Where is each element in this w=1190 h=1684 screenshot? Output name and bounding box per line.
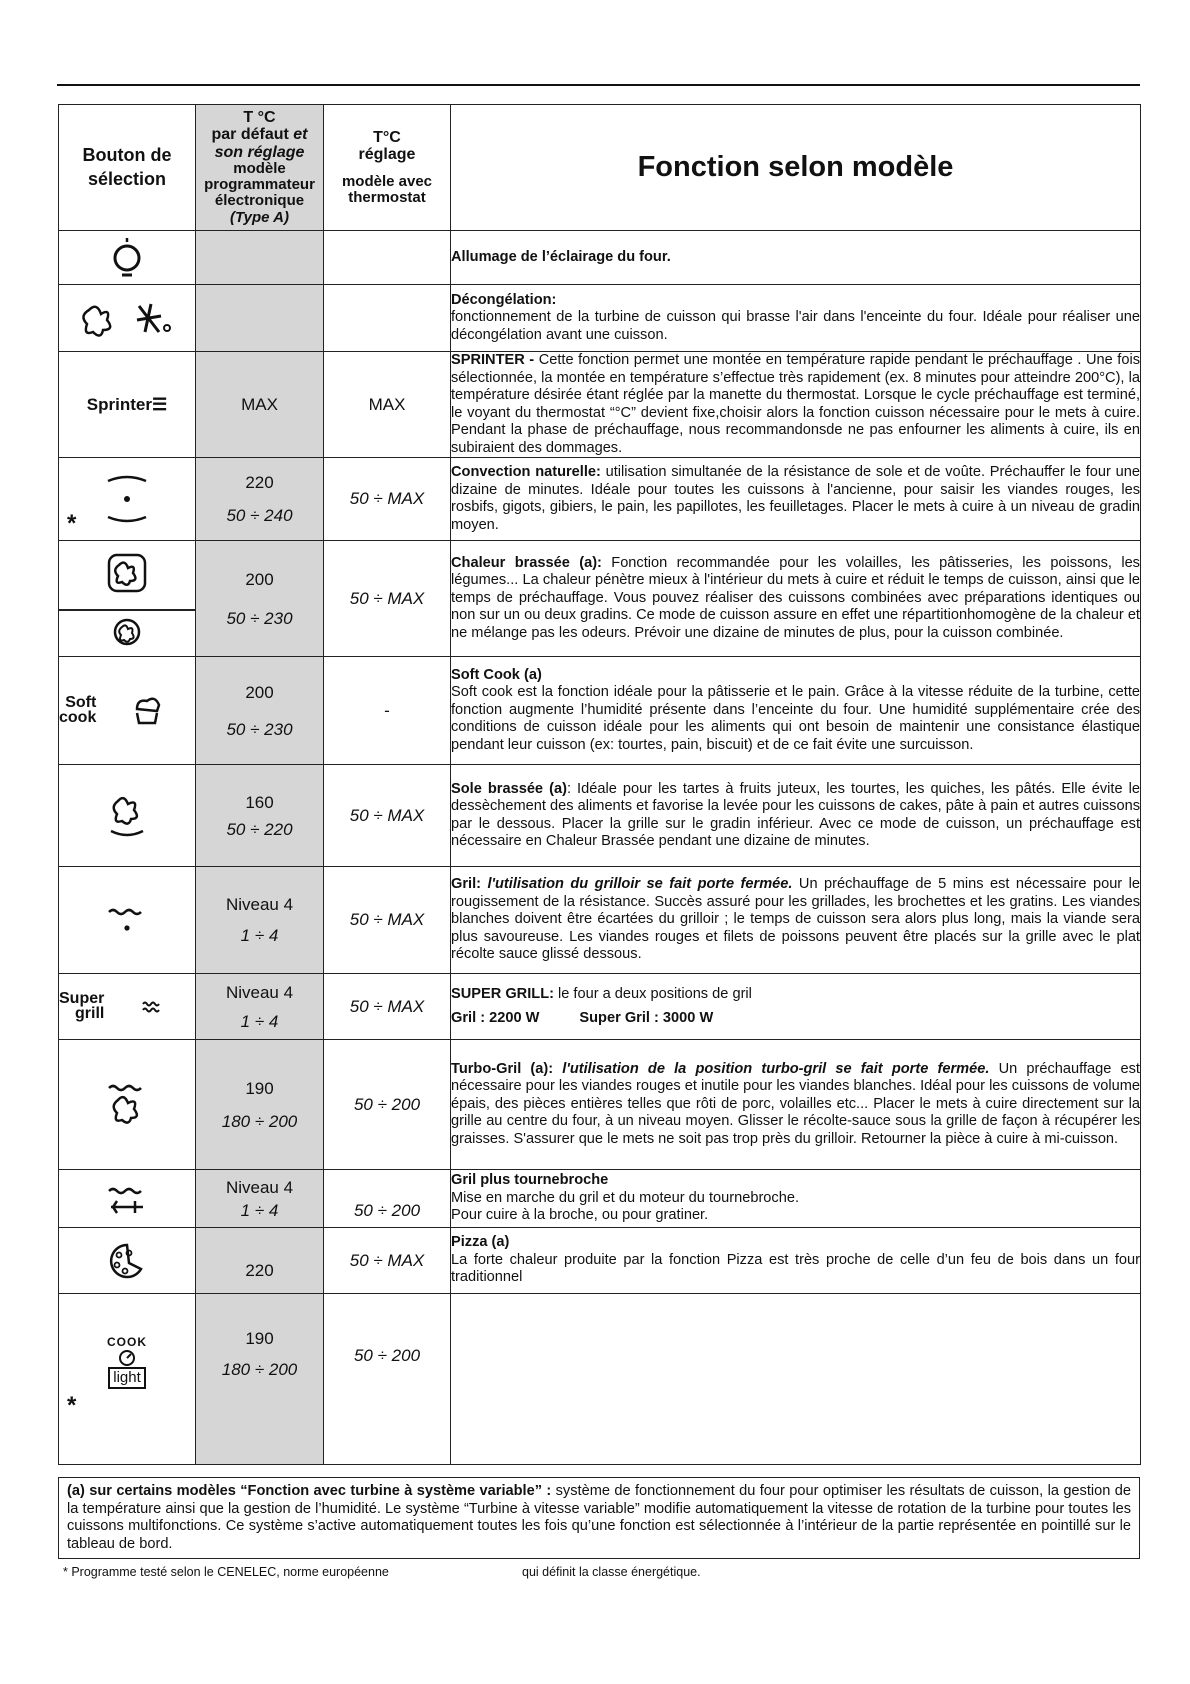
default-temp-cell: 200 50 ÷ 230 [196,657,324,765]
table-row [59,765,1141,867]
default-temp-cell: 220 50 ÷ 240 [196,458,324,541]
default-temp-cell: Niveau 4 1 ÷ 4 [196,867,324,974]
oven-light-icon [59,231,196,285]
default-temp-cell: Niveau 4 1 ÷ 4 [196,1170,324,1228]
function-description: Turbo-Gril (a): l'utilisation de la position turbo-gril se fait porte fermée. Un préchauffage est nécessaire pour les viandes rouges et inutile pour les viandes blanches. Idéal pour les cuissons de volume épais, des pièces entières telles que rôti de porc, volailles etc... Placer le mets à cuire directement sur la grille au centre du four, à un niveau moyen. Glisser le récolte-sauce sous la grille de façon à récupérer les graisses. S'assurer que le mets ne soit pas trop près du grilloir. Retourner la pièce à cuire à mi-cuisson. [451,1040,1141,1170]
default-temp-cell: MAX [196,352,324,458]
table-row [59,285,1141,352]
adjust-temp-cell: 50 ÷ 200 [324,1040,451,1170]
header-selection-button: Bouton de sélection [59,105,196,231]
footer-left: * Programme testé selon le CENELEC, norme européenne [63,1565,389,1579]
adjust-temp-cell: 50 ÷ 200 [324,1294,451,1465]
default-temp-cell [196,285,324,352]
function-description: Pizza (a) La forte chaleur produite par la fonction Pizza est très proche de celle d’un feu de bois dans un four traditionnel [451,1228,1141,1294]
fan-bottom-icon [59,765,196,867]
table-row [59,1040,1141,1170]
adjust-temp-cell: 50 ÷ MAX [324,1228,451,1294]
cook-light-icon: COOK light * [59,1294,196,1465]
default-temp-cell: Niveau 4 1 ÷ 4 [196,974,324,1040]
natural-convection-icon [59,458,196,541]
table-row [59,352,1141,458]
table-row [59,867,1141,974]
adjust-temp-cell: 50 ÷ MAX [324,458,451,541]
table-row [59,1170,1141,1228]
pizza-icon [59,1228,196,1294]
table-row [59,231,1141,285]
default-temp-cell: 160 50 ÷ 220 [196,765,324,867]
default-temp-cell: 220 [196,1228,324,1294]
default-temp-cell: 200 50 ÷ 230 [196,541,324,657]
function-description [451,1294,1141,1465]
adjust-temp-cell [324,231,451,285]
header-function: Fonction selon modèle [451,105,1141,231]
function-table [58,104,1141,1465]
turbo-grill-icon [59,1040,196,1170]
table-row [59,657,1141,765]
adjust-temp-cell: 50 ÷ MAX [324,765,451,867]
adjust-temp-cell: 50 ÷ MAX [324,867,451,974]
default-temp-cell: 190 180 ÷ 200 [196,1040,324,1170]
variable-turbine-note: (a) sur certains modèles “Fonction avec turbine à système variable” : système de fonctionnement du four pour optimiser les résultats de cuisson, la gestion de la température ainsi que la gestion de l’humidité. Le système “Turbine à vitesse variable” modifie automatiquement la vitesse de rotation de la turbine pour toutes les cuissons multifonctions. Ce système s’active automatiquement toutes les fois qu’une fonction est sélectionnée à l’intérieur de la partie représentée en pointillé sur le tableau de bord. [58,1477,1140,1559]
table-row [59,974,1141,1040]
star-marker: * [67,510,77,537]
function-description: Gril plus tournebroche Mise en marche du gril et du moteur du tournebroche. Pour cuire à la broche, ou pour gratiner. [451,1170,1141,1228]
function-description: Chaleur brassée (a): Fonction recommandée pour les volailles, les pâtisseries, les poissons, les légumes... La chaleur pénètre mieux à l'intérieur du mets à cuire et réduit le temps de cuisson, ainsi que le temps de préchauffage. Vous pouvez réaliser des cuissons combinées avec préparations identiques ou non sur un ou deux gradins. Ce mode de cuisson assure en effet une répartitionhomogène de la chaleur et ne mélange pas les odeurs. Prévoir une dizaine de minutes de plus, pour la cuisson combinée. [451,541,1141,657]
adjust-temp-cell: 50 ÷ 200 [324,1170,451,1228]
table-row [59,541,1141,657]
function-description: Décongélation: fonctionnement de la turbine de cuisson qui brasse l'air dans l'enceinte du four. Idéale pour réaliser une décongélation avant une cuisson. [451,285,1141,352]
default-temp-cell: 190 180 ÷ 200 [196,1294,324,1465]
table-row [59,1294,1141,1465]
table-row [59,458,1141,541]
fan-heat-icon [59,541,196,657]
top-rule [57,84,1140,86]
fan-heat-alt-icon [59,609,195,655]
table-header-row [59,105,1141,231]
sprinter-icon: Sprinter☰ [59,352,196,458]
default-temp-cell [196,231,324,285]
adjust-temp-cell: MAX [324,352,451,458]
function-description: Convection naturelle: utilisation simultanée de la résistance de sole et de voûte. Préchauffer le four une dizaine de minutes. Idéale pour toutes les cuissons à l'ancienne, pour saisir les viandes rouges, les rosbifs, gigots, gibiers, le pain, les papillotes, les feuilletages. Placer le mets à cuire à un niveau de gradin moyen. [451,458,1141,541]
function-description: Allumage de l’éclairage du four. [451,231,1141,285]
adjust-temp-cell: 50 ÷ MAX [324,974,451,1040]
function-description: Sole brassée (a): Idéale pour les tartes à fruits juteux, les tourtes, les quiches, les pâtés. Elle évite le dessèchement des aliments et favorise la levée pour les cuissons de cakes, pâte à pain et autres cuissons par le dessous. Placer la grille sur le gradin inférieur. Avec ce mode de cuisson, un préchauffage est nécessaire en Chaleur Brassée pendant une dizaine de minutes. [451,765,1141,867]
footer-right: qui définit la classe énergétique. [522,1565,701,1579]
adjust-temp-cell [324,285,451,352]
defrost-icon [59,285,196,352]
adjust-temp-cell: 50 ÷ MAX [324,541,451,657]
soft-cook-icon: Soft cook [59,657,196,765]
table-row [59,1228,1141,1294]
rotisserie-icon [59,1170,196,1228]
super-grill-icon: Super grill [59,974,196,1040]
function-description: SUPER GRILL: le four a deux positions de gril Gril : 2200 W Super Gril : 3000 W [451,974,1141,1040]
function-description: Gril: l'utilisation du grilloir se fait porte fermée. Un préchauffage de 5 mins est nécessaire pour le rougissement de la résistance. Succès assuré pour les grillades, les brochettes et les gratins. Les viandes blanches doivent être écartées du grilloir ; le temps de cuisson sera alors plus long, mais la viande sera plus savoureuse. Les viandes rouges et filets de poissons peuvent être placés sur la grille avec le plat récolte sauce glissé dessous. [451,867,1141,974]
adjust-temp-cell: - [324,657,451,765]
function-description: Soft Cook (a) Soft cook est la fonction idéale pour la pâtisserie et le pain. Grâce à la vitesse réduite de la turbine, cette fonction augmente l’humidité présente dans l’enceinte du four. Une humidité supplémentaire crée des conditions de cuisson idéale pour les aliments qui ont besoin de maintenir une consistance élastique pendant leur cuisson (ex: tourtes, pain, biscuit) et de ce fait évite une surcuisson. [451,657,1141,765]
function-description: SPRINTER - Cette fonction permet une montée en température rapide pendant le préchauffage . Une fois sélectionnée, la montée en température s’effectue très rapidement (ex. 8 minutes pour atteindre 200°C), la température désirée étant réglée par la manette du thermostat. Lorsque le cycle préchauffage est terminé, le voyant du thermostat “°C” devient fixe,choisir alors la fonction cuisson nécessaire pour le mets à cuire. Pendant la phase de préchauffage, nous recommandonsde ne pas enfourner les aliments à cuire, ils en subiraient des dommages. [451,352,1140,456]
star-marker: * [67,1392,77,1419]
grill-icon [59,867,196,974]
header-adjust-temp: T°C réglage modèle avec thermostat [324,105,451,231]
header-default-temp: T °C par défaut et son réglage modèle programmateur électronique (Type A) [196,105,324,231]
